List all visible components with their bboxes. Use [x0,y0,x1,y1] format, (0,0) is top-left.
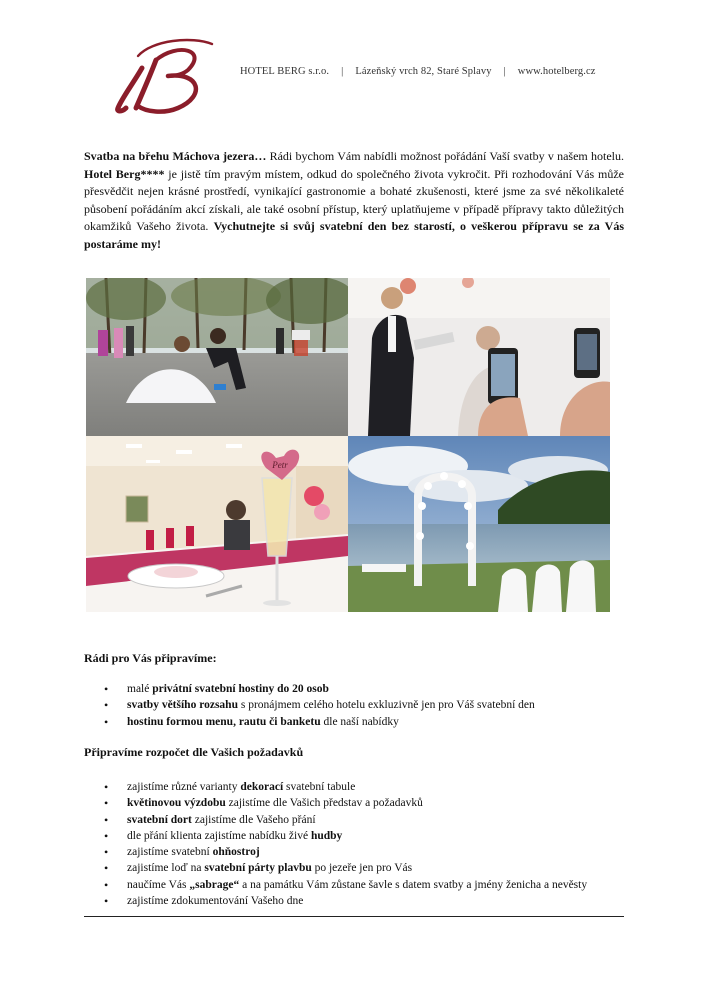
letterhead-contact: HOTEL BERG s.r.o. | Lázeňský vrch 82, Staré Splavy | www.hotelberg.cz [240,66,596,77]
list-item: • zajistíme zdokumentování Vašeho dne [84,893,624,909]
letterhead [0,0,706,130]
list-item: • zajistíme loď na svatební párty plavbu po jezeře jen pro Vás [84,860,624,876]
photo-lake-ceremony [348,436,610,612]
hotel-name: Hotel Berg**** [84,166,165,181]
intro-closing: Vychutnejte si svůj svatební den bez starostí, o veškerou přípravu se za Vás postaráme my! [84,219,624,251]
list-item: • svatební dort zajistíme dle Vašeho přání [84,812,624,828]
photo-phones [348,278,610,436]
section1-title: Rádi pro Vás připravíme: [84,651,217,665]
list-item: • zajistíme svatební ohňostroj [84,844,624,860]
list-item: • hostinu formou menu, rautu či banketu dle naší nabídky [84,714,624,730]
company-website: www.hotelberg.cz [517,66,596,77]
photo-bride-groom [86,278,348,436]
place-card-tag: Petr [272,460,288,470]
section2-title: Připravíme rozpočet dle Vašich požadavků [84,745,304,759]
list-item: • zajistíme různé varianty dekorací svatební tabule [84,779,624,795]
list-item: • květinovou výzdobu zajistíme dle Vašich představ a požadavků [84,795,624,811]
section1-list [84,681,624,730]
company-name: HOTEL BERG s.r.o. [240,66,330,77]
wedding-photo-collage [86,278,610,612]
list-item: • malé privátní svatební hostiny do 20 osob [84,681,624,697]
company-address: Lázeňský vrch 82, Staré Splavy [355,66,492,77]
list-item: • dle přání klienta zajistíme nabídku živé hudby [84,828,624,844]
intro-paragraph: Svatba na břehu Máchova jezera… Rádi bychom Vám nabídli možnost pořádání Vaší svatby v našem hotelu. Hotel Berg**** je jistě tím pravým místem, odkud do společného života vykročit. Při rozhodování Vás může přesvědčit nejen krásné prostředí, vynikající gastronomie a bohaté zkušenosti, které jsme za své několikaleté působení pořádáním akcí získali, ale také osobní přístup, který uplatňujeme v případě přípravy takto důležitých okamžiků Vašeho života. Vychutnejte si svůj svatební den bez starostí, o veškerou přípravu se za Vás postaráme my! [84,149,624,251]
list-item: • naučíme Vás „sabrage“ a na památku Vám zůstane šavle s datem svatby a jmény ženicha a nevěsty [84,877,624,893]
list-item: • svatby většího rozsahu s pronájmem celého hotelu exkluzivně jen pro Váš svatební den [84,697,624,713]
script-b-logo-icon [112,38,216,114]
footer-divider [84,916,624,917]
photo-wedding-table [86,436,348,612]
intro-heading: Svatba na břehu Máchova jezera… [84,149,267,163]
section2-list [84,779,624,909]
